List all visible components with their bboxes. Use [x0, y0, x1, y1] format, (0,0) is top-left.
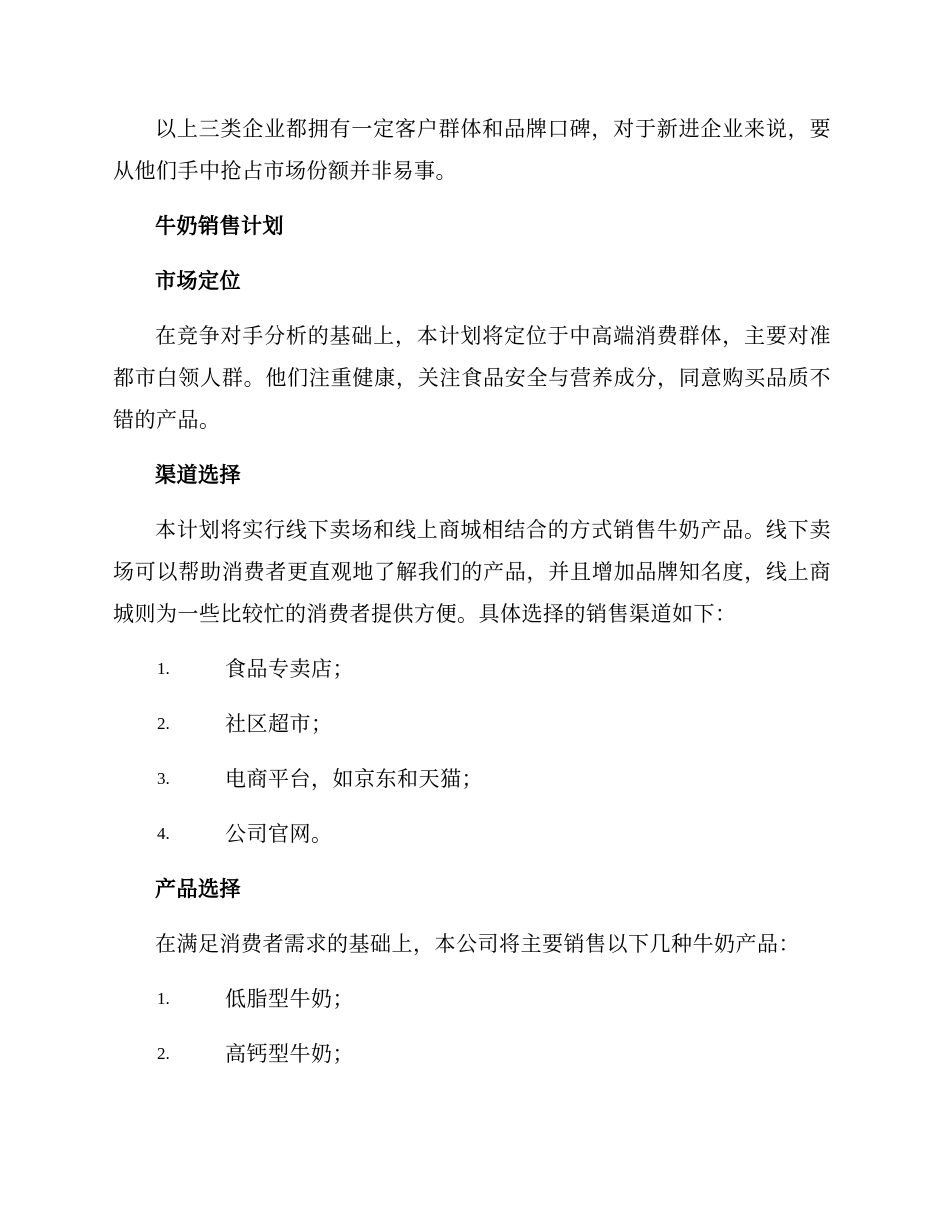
list-item — [113, 813, 831, 855]
list-item — [113, 978, 831, 1020]
intro-paragraph: 以上三类企业都拥有一定客户群体和品牌口碑，对于新进企业来说，要从他们手中抢占市场份额并非易事。 — [113, 117, 831, 183]
list-number: 2. — [157, 1044, 170, 1063]
list-text: 电商平台，如京东和天猫； — [225, 767, 483, 791]
list-item — [113, 703, 831, 745]
list-text: 公司官网。 — [225, 822, 333, 846]
list-item — [113, 648, 831, 690]
heading-market-positioning: 市场定位 — [155, 269, 241, 293]
list-number: 1. — [157, 659, 170, 678]
channels-list — [113, 648, 831, 855]
list-text: 社区超市； — [225, 712, 333, 736]
list-number: 1. — [157, 989, 170, 1008]
document-page — [113, 108, 831, 1088]
list-text: 高钙型牛奶； — [225, 1042, 354, 1066]
list-text: 食品专卖店； — [225, 657, 354, 681]
list-number: 3. — [157, 769, 170, 788]
list-number: 4. — [157, 824, 170, 843]
list-item — [113, 758, 831, 800]
heading-product-selection: 产品选择 — [155, 877, 241, 901]
list-item — [113, 1033, 831, 1075]
list-number: 2. — [157, 714, 170, 733]
products-list — [113, 978, 831, 1075]
list-text: 低脂型牛奶； — [225, 987, 354, 1011]
heading-channel-selection: 渠道选择 — [155, 463, 241, 487]
products-paragraph: 在满足消费者需求的基础上，本公司将主要销售以下几种牛奶产品： — [155, 932, 800, 956]
heading-sales-plan: 牛奶销售计划 — [155, 214, 284, 238]
positioning-paragraph: 在竞争对手分析的基础上，本计划将定位于中高端消费群体，主要对准都市白领人群。他们注重健康，关注食品安全与营养成分，同意购买品质不错的产品。 — [113, 324, 831, 432]
channels-paragraph: 本计划将实行线下卖场和线上商城相结合的方式销售牛奶产品。线下卖场可以帮助消费者更直观地了解我们的产品，并且增加品牌知名度，线上商城则为一些比较忙的消费者提供方便。具体选择的销售渠道如下： — [113, 518, 831, 626]
